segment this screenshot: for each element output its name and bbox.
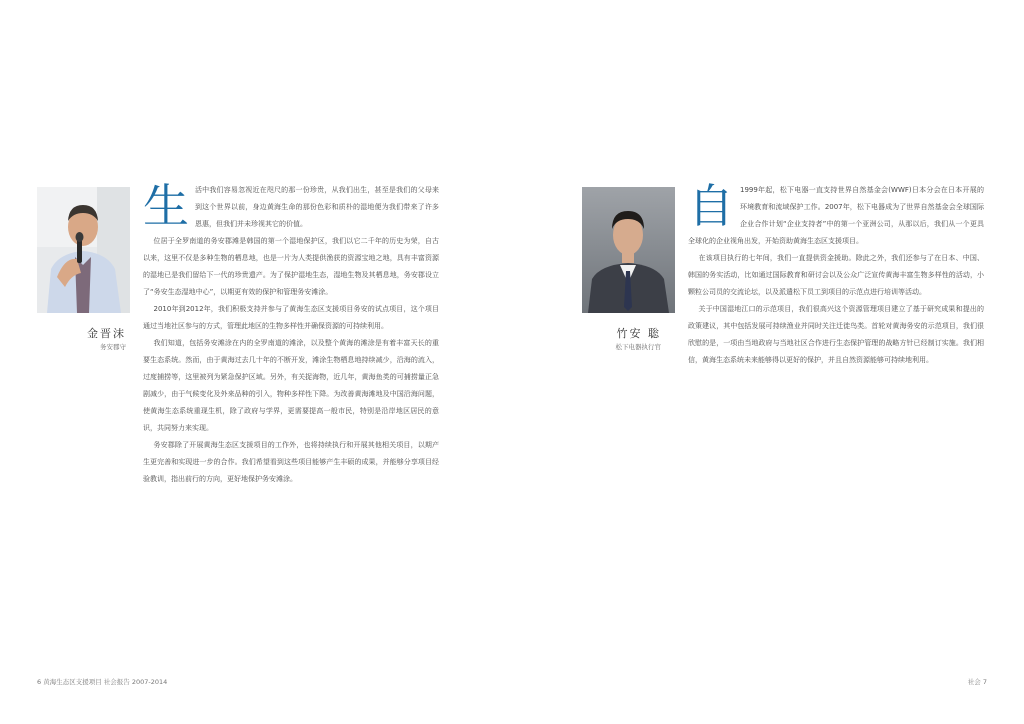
paragraph: 位居于全罗南道的务安郡滩是韩国的第一个湿地保护区，我们以它二千年的历史为荣，自古以来，这里不仅是多种生物的栖息地，也是一片为人类提供渔获的资源宝地之地，具有丰富资源的湿地已是我们留给下一代的珍贵遗产。为了保护湿地生态，湿地生物及其栖息地，务安郡设立了“务安生态湿地中心”，以期更有效的保护和管理务安滩涂。 [143, 237, 439, 296]
footer-right: 社会 7 [967, 678, 987, 686]
body-text-right [688, 179, 984, 369]
dropcap-left: 生 [143, 179, 189, 233]
portrait-photo-left [37, 187, 130, 313]
paragraph: 关于中国湿地江口的示范项目，我们很高兴这个资源管理项目建立了基于研究成果和提出的政策建议，其中包括发展可持续渔业并同时关注迁徙鸟类。首轮对黄海务安的示范项目，我们很欣慰的是，一项由当地政府与当地社区合作进行生态保护管理的战略方针已经制订实施。我们相信，黄海生态系统未来能够得以更好的保护，并且自然资源能够可持续地利用。 [688, 305, 984, 364]
signature-title-left: 务安郡守 [100, 343, 126, 351]
paragraph: 务安郡除了开展黄海生态区支援项目的工作外，也将持续执行和开展其他相关项目，以期产生更完善和实现进一步的合作。我们希望看到这些项目能够产生丰硕的成果，并能够分享项目经验教训，指出前行的方向，更好地保护务安滩涂。 [143, 441, 439, 483]
paragraph: 我们知道，包括务安滩涂在内的全罗南道的滩涂，以及整个黄海的滩涂是有着丰富天长的重要生态系统。然而，由于黄海过去几十年的不断开发，滩涂生物栖息地持续减少，沿海的流入，过度捕捞等，这里被列为紧急保护区域。另外，有关捉海物，近几年，黄海鱼类的可捕捞量正急剧减少，由于气候变化及外来品种的引入，物种多样性下降。为改善黄海滩地及中国沿海问题，使黄海生态系统重现生机，除了政府与学界，更需要提高一般市民，特别是沿岸地区居民的意识，共同努力来实现。 [143, 339, 439, 432]
signature-name-right: 竹安 聡 [616, 327, 661, 340]
dropcap-right: 自 [688, 179, 734, 233]
signature-title-right: 松下电器执行官 [615, 343, 661, 351]
paragraph: 在该项目执行的七年间，我们一直提供资金援助。除此之外，我们还参与了在日本、中国、韩国的务实活动，比如通过国际教育和研讨会以及公众广泛宣传黄海丰富生物多样性的活动，小颗粒公司员的交流论坛，以及派遣松下员工到项目的示范点进行培训等活动。 [688, 254, 984, 296]
signature-name-left: 金晋沫 [87, 327, 126, 340]
portrait-photo-right [582, 187, 675, 313]
paragraph: 2010年到2012年，我们积极支持并参与了黄海生态区支援项目务安的试点项目，这个项目通过当地社区参与的方式，管理此地区的生物多样性并确保资源的可持续利用。 [143, 305, 439, 330]
paragraph: 1999年起，松下电器一直支持世界自然基金会(WWF)日本分会在日本开展的环境教育和流域保护工作。2007年，松下电器成为了世界自然基金会全球国际企业合作计划“企业支持者”中的第一个亚洲公司，从那以后，我们从一个更具全球化的企业视角出发，开始资助黄海生态区支援项目。 [688, 186, 984, 245]
footer-left: 6 黄海生态区支援项目 社会报告 2007-2014 [37, 678, 168, 686]
paragraph: 活中我们容易忽视近在咫尺的那一份珍贵，从我们出生，甚至是我们的父母来到这个世界以前，身边黄海生命的那份色彩和质朴的湿地便为我们带来了许多恩惠，但我们并未珍视其它的价值。 [195, 186, 439, 228]
body-text-left [143, 179, 439, 488]
